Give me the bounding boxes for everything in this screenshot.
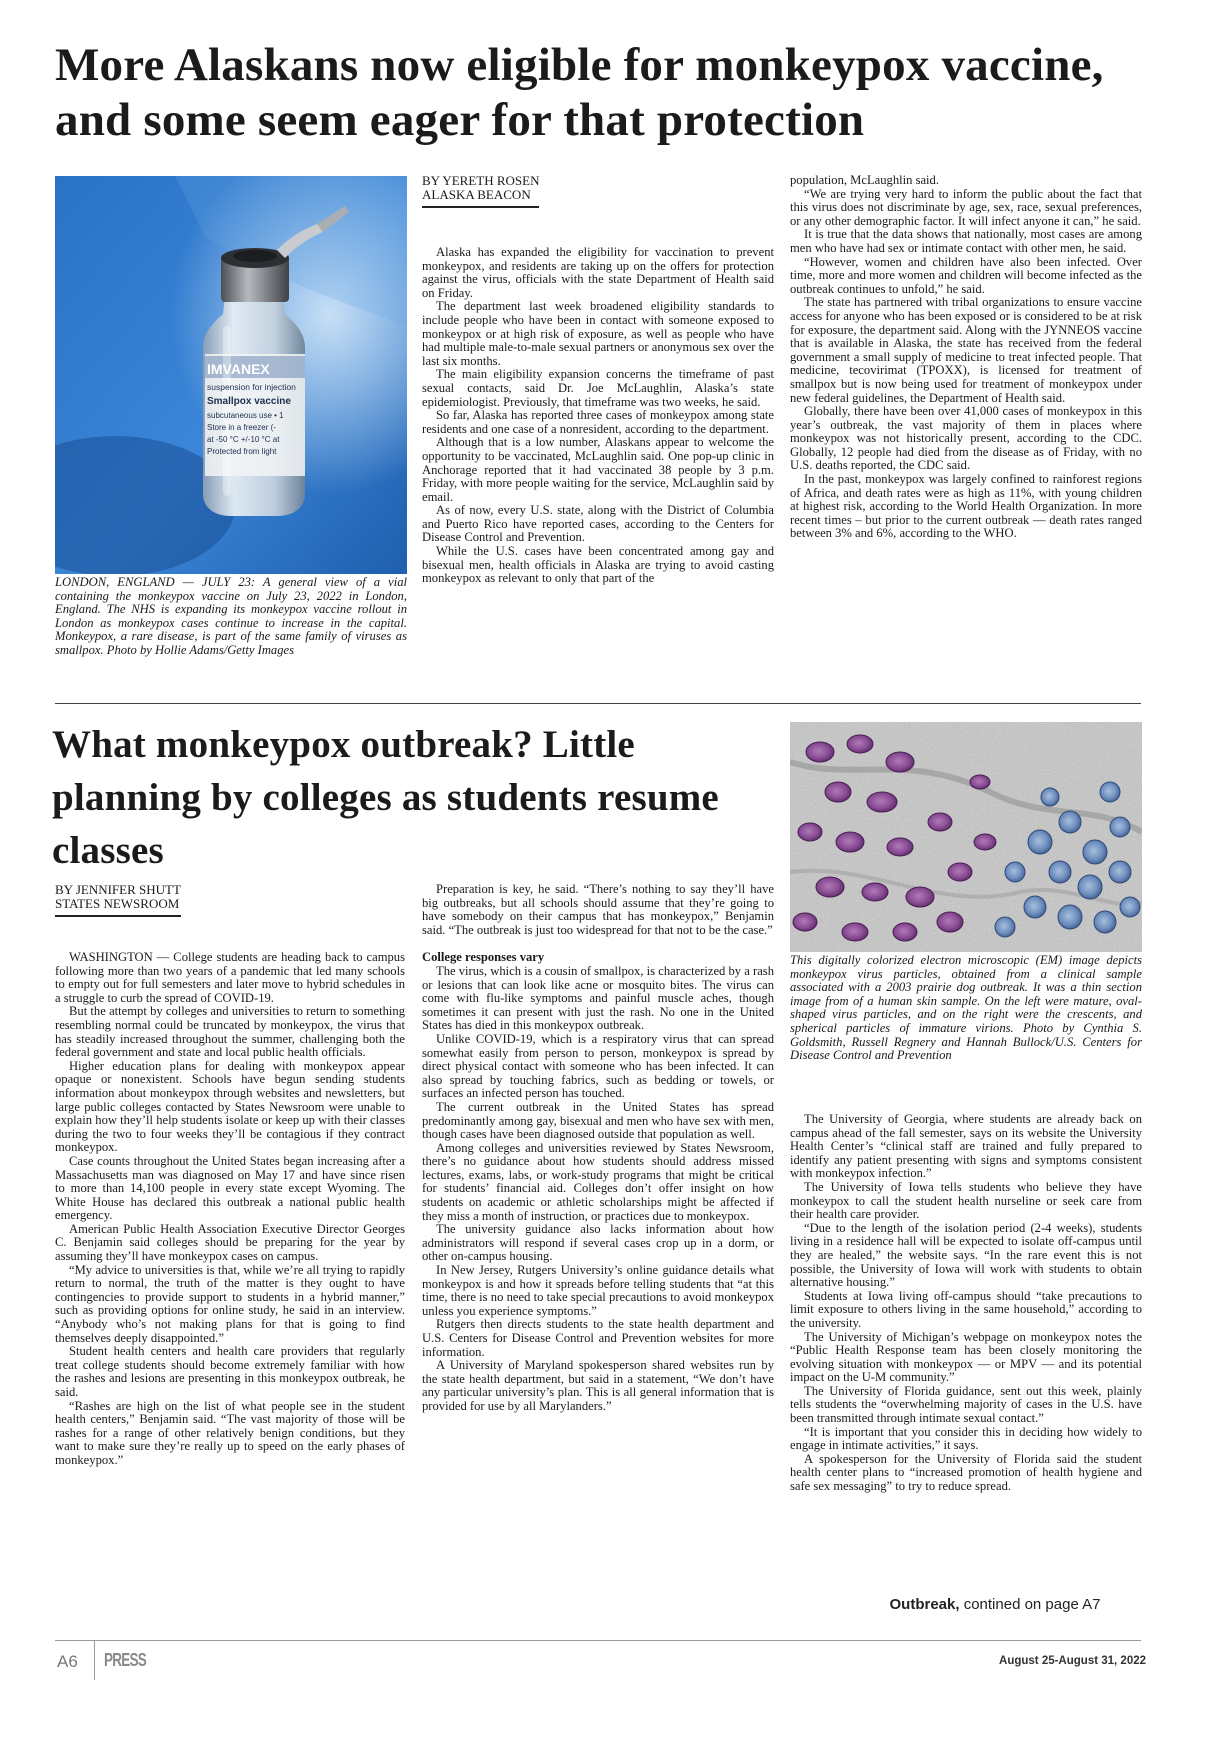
virus-particle [862,883,888,901]
paragraph: “It is important that you consider this in deciding how widely to engage in intimate activities,” it says. [790,1424,1142,1453]
virus-particle [793,913,817,931]
paragraph: “Due to the length of the isolation period (2-4 weeks), students living in a residence hall will be expected to isolate off-campus until they are healed,” the website says. “In the rare event this is not possible, the University of Iowa will work with students to obtain alternative housing.” [790,1220,1142,1290]
vial-label-line: Store in a freezer (- [207,423,276,432]
paragraph: population, McLaughlin said. [790,174,940,187]
paragraph: The University of Iowa tells students who believe they have monkeypox to call the student health nurseline or seek care from their health care provider. [790,1179,1142,1222]
footer-separator [94,1640,95,1680]
electron-microscope-virus-photo [790,722,1142,952]
article2-column-1 [55,883,405,1633]
immature-virion [1059,811,1081,833]
article1-headline: More Alaskans now eligible for monkeypox vaccine, and some seem eager for that protection [55,39,1104,146]
paragraph: Case counts throughout the United States began increasing after a Massachusetts man was diagnosed on May 17 and have since risen to more than 14,100 people in every state except Wyoming. The White House has declared this outbreak a national public health emergency. [55,1153,405,1223]
page-number: A6 [57,1652,78,1671]
paragraph: Unlike COVID-19, which is a respiratory virus that can spread somewhat easily from person to person, monkeypox is spread by direct physical contact with someone who has been infected. It can also spread by touching fabrics, such as bedding or towels, or surfaces an infected person has touched. [422,1031,774,1101]
virus-particle [928,813,952,831]
paragraph: In New Jersey, Rutgers University’s online guidance details what monkeypox is and how it spreads before telling students that “at this time, there is no need to take special precautions to avoid monkeypox unless you experience symptoms.” [422,1263,774,1318]
vial-label-line: IMVANEX [207,361,270,377]
paragraph: The University of Georgia, where students are already back on campus ahead of the fall semester, says on its website the University Health Center’s “clinical staff are trained and fully prepared to identify any patient presenting with signs and symptoms consistent with monkeypox infection.” [790,1113,1142,1181]
immature-virion [1024,896,1046,918]
paragraph: Student health centers and health care providers that regularly treat college students should become extremely familiar with how the rashes and lesions are presenting in this monkeypox outbreak, he said. [55,1344,405,1399]
vaccine-photo-caption: LONDON, ENGLAND — JULY 23: A general view of a vial containing the monkeypox vaccine on July 23, 2022 in London, England. The NHS is expanding its monkeypox vaccine rollout in London as monkeypox cases continue to increase in the capital. Monkeypox, a rare disease, is part of the same family of viruses as smallpox. Photo by Hollie Adams/Getty Images [55,576,407,657]
paragraph: But the attempt by colleges and universities to return to something resembling normal could be truncated by monkeypox, the virus that has steadily increased throughout the summer, challenging both the federal government and state and local public health officials. [55,1004,405,1060]
paragraph: American Public Health Association Executive Director Georges C. Benjamin said colleges should be preparing for the year by assuming they’ll have monkeypox cases on campus. [55,1221,405,1264]
byline-org: ALASKA BEACON [422,187,531,202]
em-photo-caption: This digitally colorized electron microscopic (EM) image depicts monkeypox virus particles, obtained from a clinical sample associated with a 2003 prairie dog outbreak. It was a thin section image from of a human skin sample. On the left were mature, oval-shaped virus particles, and on the right were the crescents, and spherical particles of immature virions. Photo by Cynthia S. Goldsmith, Russell Regnery and Hannah Bullock/U.S. Centers for Disease Control and Prevention [790,954,1142,1063]
vial-label-line: Protected from light [207,447,277,456]
virus-particle [806,742,834,762]
paragraph: The University of Florida guidance, sent out this week, plainly tells students the “overwhelming majority of cases in the U.S. have been transmitted through intimate sexual contact.” [790,1383,1142,1426]
immature-virion [1100,782,1120,802]
vial-label-line: suspension for injection [207,382,296,392]
paragraph: Students at Iowa living off-campus should “take precautions to limit exposure to others living in the same household,” according to the university. [790,1288,1142,1330]
virus-particle [893,923,917,941]
paragraph: “Rashes are high on the list of what people see in the student health centers,” Benjamin said. “The vast majority of those will be rashes for a range of other relatively benign conditions, but they want to make sure they’re really up to speed on the early phases of monkeypox.” [55,1398,405,1467]
immature-virion [1005,862,1025,882]
paragraph: The university guidance also lacks information about how administrators will respond if several cases crop up in a dorm, or other on-campus housing. [422,1222,774,1264]
byline-org: STATES NEWSROOM [55,896,180,911]
paragraph: While the U.S. cases have been concentrated among gay and bisexual men, health officials in Alaska are trying to avoid casting monkeypox as relevant to only that part of the [422,544,774,586]
immature-virion [1109,861,1131,883]
paragraph: So far, Alaska has reported three cases of monkeypox among state residents and one case of a nonresident, according to the department. [422,408,774,436]
article1-byline [422,174,539,208]
paragraph: Higher education plans for dealing with monkeypox appear opaque or nonexistent. Schools have begun sending students information about monkeypox through websites and newsletters, but large public colleges contacted by States Newsroom were unable to explain how they’ll help students isolate or keep up with their classes during the two to four weeks they’ll be contagious if they contract monkeypox. [55,1058,405,1155]
immature-virion [1120,897,1140,917]
continued-on-link[interactable] [800,1596,1190,1613]
virus-particle [816,877,844,897]
virus-particle [836,832,864,852]
article2-column-3 [790,1113,1142,1583]
virus-particle [974,834,996,850]
paragraph: The main eligibility expansion concerns the timeframe of past sexual contacts, said Dr. Joe McLaughlin, Alaska’s state epidemiologist. Previously, that timeframe was two weeks, he said. [422,367,774,409]
paragraph: Globally, there have been over 41,000 cases of monkeypox in this year’s outbreak, the vast majority of them in places where monkeypox was not historically present, according to the CDC. Globally, 12 people had died from the disease as of Friday, with no U.S. deaths reported, the CDC said. [790,404,1142,473]
continued-keyword: Outbreak, [889,1596,960,1613]
immature-virion [1049,861,1071,883]
paragraph: A spokesperson for the University of Florida said the student health center plans to “increased promotion of health hygiene and safe sex messaging” to try to reduce spread. [790,1451,1142,1494]
virus-particle [842,923,868,941]
virus-particle [886,752,914,772]
virus-particle [887,838,913,856]
immature-virion [1083,840,1107,864]
paragraph: Rutgers then directs students to the state health department and U.S. Centers for Disease Control and Prevention websites for more information. [422,1317,774,1359]
virus-particle [948,863,972,881]
paragraph: A University of Maryland spokesperson shared websites run by the state health department, but said in a statement, “We don’t have any particular university’s plan. This is all general information that is provided for use by all Marylanders.” [422,1358,774,1413]
vial-label-line: at -50 °C +/-10 °C at [207,435,280,444]
immature-virion [1058,905,1082,929]
virus-particle [798,823,822,841]
press-logo: PRESS [104,1650,147,1670]
paragraph: The department last week broadened eligibility standards to include people who have been in contact with someone exposed to monkeypox or at high risk of exposure, as well as people who have had multiple male-to-male sexual partners or anonymous sex over the last six months. [422,299,774,368]
article2-column-2 [422,883,774,1633]
paragraph: Preparation is key, he said. “There’s nothing to say they’ll have big outbreaks, but all schools should assume that they’re going to have somebody on their campus that has monkeypox,” Benjamin said. “The outbreak is just too widespread for that not to be the case.” [422,883,774,937]
paragraph: In the past, monkeypox was largely confined to rainforest regions of Africa, and death rates were as high as 11%, with young children at highest risk, according to the World Health Organization. In more recent times – but prior to the current outbreak — death rates ranged between 3% and 6%, according to the WHO. [790,472,1142,541]
paragraph: Among colleges and universities reviewed by States Newsroom, there’s no guidance about how students should address missed lectures, exams, labs, or work-study programs that might be critical for students’ financial aid. Colleges don’t offer insight on how students on academic or athletic scholarships might be affected if they miss a month of instruction, or practices due to monkeypox. [422,1140,774,1223]
immature-virion [1028,830,1052,854]
virus-particle [937,912,963,932]
virus-particle [970,775,990,789]
paragraph: The virus, which is a cousin of smallpox, is characterized by a rash or lesions that can look like acne or mosquito bites. The virus can come with flu-like symptoms and painful muscle aches, though sometimes it can present with just the rash. No one in the United States has died in this monkeypox outbreak. [422,963,774,1033]
issue-date: August 25-August 31, 2022 [999,1655,1146,1667]
immature-virion [1110,817,1130,837]
virus-particles-illustration [790,722,1142,952]
article1-column-2 [422,174,774,699]
immature-virion [1078,875,1102,899]
virus-particle [847,735,873,753]
paragraph: WASHINGTON — College students are heading back to campus following more than two years of a pandemic that led many schools to empty out for full semesters and later move to hybrid schedules in a struggle to curb the spread of COVID-19. [55,950,405,1005]
virus-particle [825,782,851,802]
immature-virion [1041,788,1059,806]
article2-byline [55,883,181,917]
paragraph: The state has partnered with tribal organizations to ensure vaccine access for anyone who has been exposed or is considered to be at risk for exposure, the department said. Along with the JYNNEOS vaccine that is available in Alaska, the state has received from the federal government a small supply of medicine to treat infected people. That medicine, tecovirimat (TPOXX), is licensed for treatment of smallpox but is now being used for treatment of monkeypox under new federal guidelines, the Department of Health said. [790,295,1142,405]
immature-virion [1094,911,1116,933]
vial-label-line: Smallpox vaccine [207,396,291,407]
vaccine-vial-illustration [55,176,407,574]
immature-virion [995,917,1015,937]
paragraph: The University of Michigan’s webpage on monkeypox notes the “Public Health Response team has been closely monitoring the evolving situation with monkeypox — or MPV — and its potential impact on the U-M community.” [790,1329,1142,1385]
section-divider [55,703,1141,704]
footer-divider [55,1640,1141,1641]
vaccine-vial-photo [55,176,407,574]
paragraph: “However, women and children have also been infected. Over time, more and more women and children will become infected as the outbreak continues to unfold,” he said. [790,254,1142,296]
paragraph: “My advice to universities is that, while we’re all trying to rapidly return to normal, the truth of the matter is they ought to have contingencies to provide support to students in a hybrid manner,” such as providing options for online study, he said in an interview. “Anybody who’s not making plans for that is going to find themselves deeply disappointed.” [55,1262,405,1345]
paragraph: Alaska has expanded the eligibility for vaccination to prevent monkeypox, and residents are taking up on the offers for protection against the virus, officials with the state Department of Health said on Friday. [422,245,774,300]
subheading: College responses vary [422,950,545,965]
vial-label-line: subcutaneous use • 1 [207,411,284,420]
byline-name: BY YERETH ROSEN [422,174,540,188]
virus-particle [906,887,934,907]
article1-column-3 [790,174,1142,699]
paragraph: Although that is a low number, Alaskans appear to welcome the opportunity to be vaccinated, McLaughlin said. One pop-up clinic in Anchorage reported that it had vaccinated 38 people by 3 p.m. Friday, with more people waiting for the service, McLaughlin said by email. [422,435,774,504]
byline-name: BY JENNIFER SHUTT [55,883,181,897]
article2-headline: What monkeypox outbreak? Little planning by colleges as students resume classes [52,723,719,872]
paragraph: “We are trying very hard to inform the public about the fact that this virus does not discriminate by age, sex, race, sexual preferences, or any other demographic factor. It will infect anyone it can,” he said. [790,186,1142,228]
paragraph: It is true that the data shows that nationally, most cases are among men who have had sex or intimate contact with other men, he said. [790,227,1142,255]
continued-text: contined on page A7 [959,1596,1101,1613]
paragraph: As of now, every U.S. state, along with the District of Columbia and Puerto Rico have reported cases, according to the Centers for Disease Control and Prevention. [422,503,774,545]
paragraph: The current outbreak in the United States has spread predominantly among gay, bisexual and men who have sex with men, though cases have been diagnosed outside that population as well. [422,1099,774,1142]
virus-particle [867,792,897,812]
